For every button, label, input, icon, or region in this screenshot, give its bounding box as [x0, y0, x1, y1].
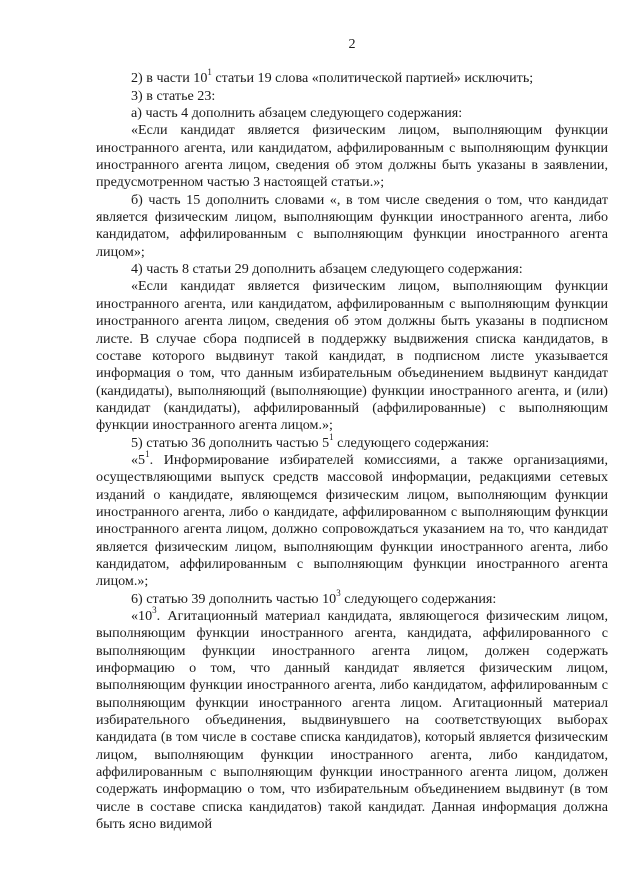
- paragraph-text: «Если кандидат является физическим лицом, выполняющим функции иностранного агента, или кандидатом, аффилированным с выполняющим функции иностранного агента лицом, сведения об этом должны быть указаны в заявлении, предусмотренном частью 3 настоящей статьи.»;: [96, 122, 608, 191]
- paragraph: [96, 88, 608, 105]
- superscript: 1: [329, 431, 334, 442]
- paragraph: [96, 105, 608, 122]
- paragraph-text: а) часть 4 дополнить абзацем следующего содержания:: [131, 105, 463, 122]
- paragraph-text: статьи 19 слова «политической партией» исключить;: [211, 70, 534, 87]
- paragraph: [96, 605, 608, 833]
- paragraph-text: . Агитационный материал кандидата, являющегося физическим лицом, выполняющим функции иностранного агента, кандидата, аффилированного с выполняющим функции иностранного агента лицом, должен содержать информацию о том, что данный кандидат является физическим лицом, выполняющим функции иностранного агента, либо кандидатом, аффилированным с выполняющим функции иностранного агента лицом. Агитационный материал избирательного объединения, выдвинувшего на соответствующих выборах кандидата (в том числе в составе списка кандидатов), который является физическим лицом, выполняющим функции иностранного агента, либо кандидатом, аффилированным с выполняющим функции иностранного агента лицом, должен содержать информацию о том, что избирательным объединением выдвинут (в том числе в составе списка кандидатов) такой кандидат. Данная информация должна быть ясно видимой: [96, 608, 608, 833]
- paragraph-text: 2) в части 10: [131, 70, 208, 87]
- document-body: [96, 67, 608, 833]
- paragraph: [96, 587, 608, 608]
- paragraph-text: 6) статью 39 дополнить частью 10: [131, 590, 337, 607]
- paragraph: [96, 448, 608, 591]
- paragraph-text: следующего содержания:: [340, 590, 497, 607]
- paragraph-text: «10: [131, 608, 153, 624]
- superscript: 1: [207, 67, 212, 78]
- superscript: 1: [145, 448, 150, 459]
- page-number: 2: [348, 36, 356, 52]
- paragraph-text: 3) в статье 23:: [131, 87, 216, 104]
- paragraph-text: б) часть 15 дополнить словами «, в том числе сведения о том, что кандидат является физическим лицом, выполняющим функции иностранного агента, либо кандидатом, аффилированным с выполняющим функции иностранного агента лицом»;: [96, 191, 608, 260]
- paragraph-text: следующего содержания:: [333, 434, 490, 451]
- paragraph-text: «Если кандидат является физическим лицом, выполняющим функции иностранного агента, или кандидатом, аффилированным с выполняющим функции иностранного агента лицом, сведения об этом должны быть указаны в подписном листе. В случае сбора подписей в поддержку выдвижения списка кандидатов, в составе которого выдвинут такой кандидат, в подписном листе указывается информация о том, что данным избирательным объединением выдвинут кандидат (кандидаты), выполняющий (выполняющие) функции иностранного агента, и (или) кандидат (кандидаты), аффилированный (аффилированные) с выполняющим функции иностранного агента лицом.»;: [96, 278, 608, 434]
- paragraph-text: 4) часть 8 статьи 29 дополнить абзацем следующего содержания:: [131, 261, 523, 278]
- document-page: [96, 36, 608, 833]
- paragraph-text: «5: [131, 451, 146, 468]
- paragraph: [96, 431, 608, 452]
- paragraph: [96, 67, 608, 87]
- paragraph-text: . Информирование избирателей комиссиями, а также организациями, осуществляющими выпуск средств массовой информации, редакциями сетевых изданий о кандидате, являющемся физическим лицом, выполняющим функции иностранного агента, либо о кандидате, аффилированном с выполняющим функции иностранного агента лицом, должно сопровождаться указанием на то, что кандидат является физическим лицом, выполняющим функции иностранного агента, либо кандидатом, аффилированным с выполняющим функции иностранного агента лицом.»;: [96, 451, 608, 590]
- paragraph: [96, 261, 608, 278]
- paragraph: [96, 192, 608, 261]
- paragraph: [96, 278, 608, 434]
- superscript: 3: [336, 587, 341, 598]
- superscript: 3: [152, 605, 157, 615]
- paragraph-text: 5) статью 36 дополнить частью 5: [131, 434, 330, 451]
- paragraph: [96, 122, 608, 191]
